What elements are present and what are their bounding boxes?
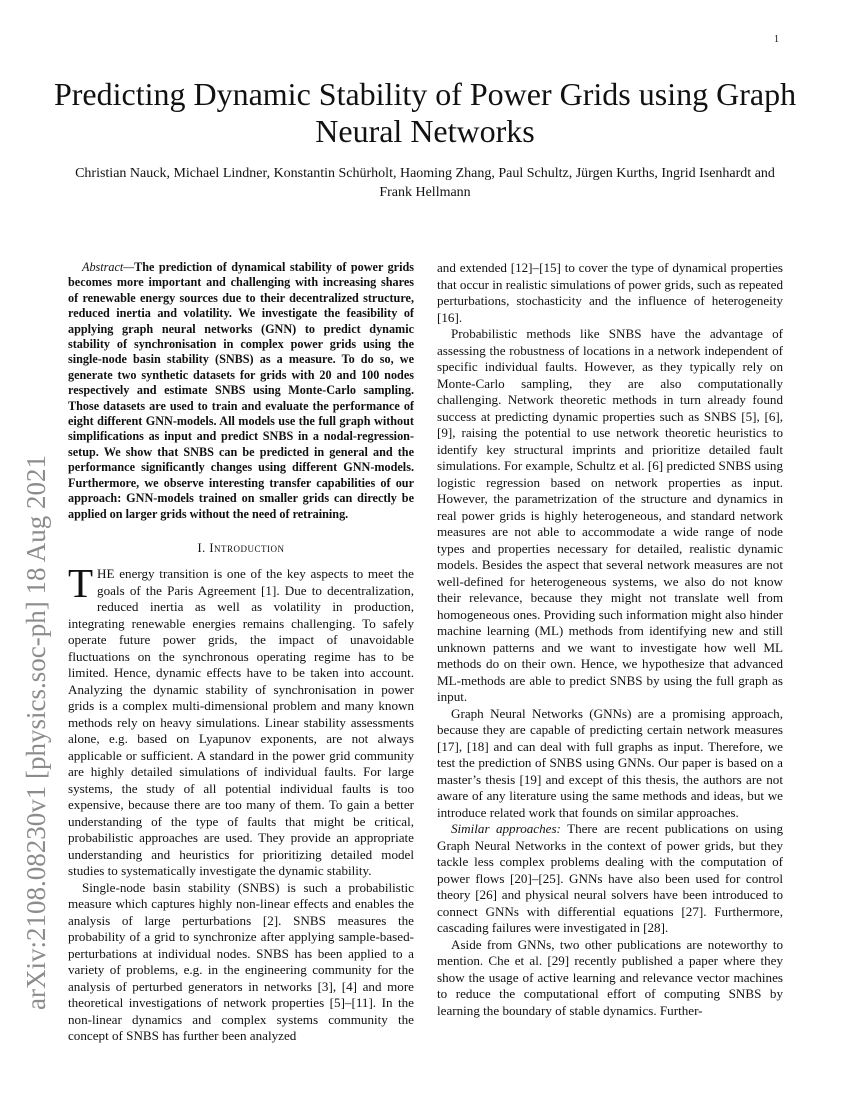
arxiv-stamp: arXiv:2108.08230v1 [physics.soc-ph] 18 Aug 2021: [21, 455, 51, 1010]
drop-cap: T: [68, 560, 94, 607]
section-number: I.: [197, 540, 206, 555]
intro-paragraph-6: Aside from GNNs, two other publications are noteworthy to mention. Che et al. [29] recently published a paper where they show the usage of active learning and relevance vector machines to reduce the computational effort of computing SNBS by learning the boundary of stable dynamics. Further-: [437, 936, 783, 1018]
author-list: Christian Nauck, Michael Lindner, Konstantin Schürholt, Haoming Zhang, Paul Schultz, Jürgen Kurths, Ingrid Isenhardt and Frank Hellmann: [75, 166, 775, 200]
abstract: [68, 260, 414, 522]
intro-paragraph-5-text: There are recent publications on using Graph Neural Networks in the context of power grids, but they tackle less complex problems dealing with the computation of power flows [20]–[25]. GNNs have also been used for control theory [26] and physical neural solvers have been introduced to connect GNNs with differential equations [27]. Furthermore, cascading failures were investigated in [28].: [437, 821, 783, 935]
abstract-text: The prediction of dynamical stability of power grids becomes more important and challenging with increasing shares of renewable energy sources due to their decentralized structure, reduced inertia and volatility. We investigate the feasibility of applying graph neural networks (GNN) to predict dynamic stability of synchronisation in complex power grids using the single-node basin stability (SNBS) as a measure. To do so, we generate two synthetic datasets for grids with 20 and 100 nodes respectively and estimate SNBS using Monte-Carlo sampling. Those datasets are used to train and evaluate the performance of eight different GNN-models. All models use the full graph without simplifications as input and predict SNBS in a nodal-regression-setup. We show that SNBS can be predicted in general and the performance significantly changes using different GNN-models. Furthermore, we observe interesting transfer capabilities of our approach: GNN-models trained on smaller grids can directly be applied on larger grids without the need of retraining.: [68, 260, 414, 521]
left-column: [68, 260, 414, 1045]
intro-paragraph-1: [68, 560, 414, 880]
intro-paragraph-1-text: energy transition is one of the key aspects to meet the goals of the Paris Agreement [1]. Due to decentralization, reduced inertia as well as volatility in production, integrating renewable energies remains challenging. To safely operate future power grids, the impact of unavoidable fluctuations on the synchronous operating regime has to be limited. Hence, dynamic effects have to be taken into account. Analyzing the dynamic stability of synchronisation in power grids is a complex multi-dimensional problem and many known methods rely on heavy simulations. Linear stability assessments alone, e.g. based on Lyapunov exponents, are not always applicable or sufficient. A standard in the power grid community are highly detailed simulations of individual faults. For large systems, the study of all potential individual faults is too expensive, because there are too many of them. To gain a better understanding of the type of faults that might be critical, probabilistic approaches are used. They provide an appropriate understanding and heuristics for prioritizing detailed model studies to systematically investigate the dynamic stability.: [68, 566, 414, 879]
paper-title: Predicting Dynamic Stability of Power Grids using Graph Neural Networks: [53, 76, 797, 149]
intro-paragraph-2: Single-node basin stability (SNBS) is such a probabilistic measure which captures highly non-linear effects and enables the analysis of large perturbations [2]. SNBS measures the probability of a grid to synchronize after applying sample-based-perturbations at individual nodes. SNBS has been applied to a variety of problems, e.g. in the engineering community for the analysis of perturbed generators in networks [3], [4] and more theoretical investigations of network properties [5]–[11]. In the non-linear dynamics and complex systems community the concept of SNBS has further been analyzed: [68, 879, 414, 1044]
section-title: Introduction: [209, 540, 285, 555]
run-in-heading: Similar approaches:: [451, 821, 561, 836]
right-column: [437, 260, 783, 1019]
page-number: 1: [774, 34, 779, 45]
abstract-label: Abstract—: [82, 260, 135, 274]
intro-paragraph-2-continued: and extended [12]–[15] to cover the type of dynamical properties that occur in realistic simulations of power grids, such as repeated perturbations, stochasticity and the influence of heterogeneity [16].: [437, 260, 783, 325]
intro-paragraph-4: Graph Neural Networks (GNNs) are a promising approach, because they are capable of predicting certain network measures [17], [18] and can deal with full graphs as input. Therefore, we test the prediction of SNBS using GNNs. Our paper is based on a master’s thesis [19] and except of this thesis, the authors are not aware of any literature using the same methods and ideas, but we introduce related work that founds on similar approaches.: [437, 705, 783, 820]
section-heading-introduction: [68, 540, 414, 557]
intro-paragraph-5: [437, 821, 783, 937]
lead-word: HE: [97, 566, 115, 582]
intro-paragraph-3: Probabilistic methods like SNBS have the advantage of assessing the robustness of locations in a network independent of specific individual faults. However, as they typically rely on Monte-Carlo sampling, they are also computationally challenging. Network theoretic methods in turn already found success at predicting dynamic properties such as SNBS [5], [6], [9], raising the potential to use network theoretic heuristics to identify key structural imprints and prioritize detailed fault simulations. For example, Schultz et al. [6] predicted SNBS using logistic regression based on network properties as input. However, the parametrization of the structure and dynamics in real power grids is highly heterogeneous, and standard network measures are not able to accommodate a wide range of node types and properties necessary for detailed, realistic dynamic models. Besides the aspect that several network measures are not well-defined for heterogeneous systems, we also do not know their relevance, because they might not translate well from homogeneous ones. Providing such information might also hinder machine learning (ML) methods from identifying new and still unknown patterns and we want to investigate how well ML methods do on their own. Hence, we hypothesize that advanced ML-methods are able to predict SNBS by using the full graph as input.: [437, 326, 783, 704]
